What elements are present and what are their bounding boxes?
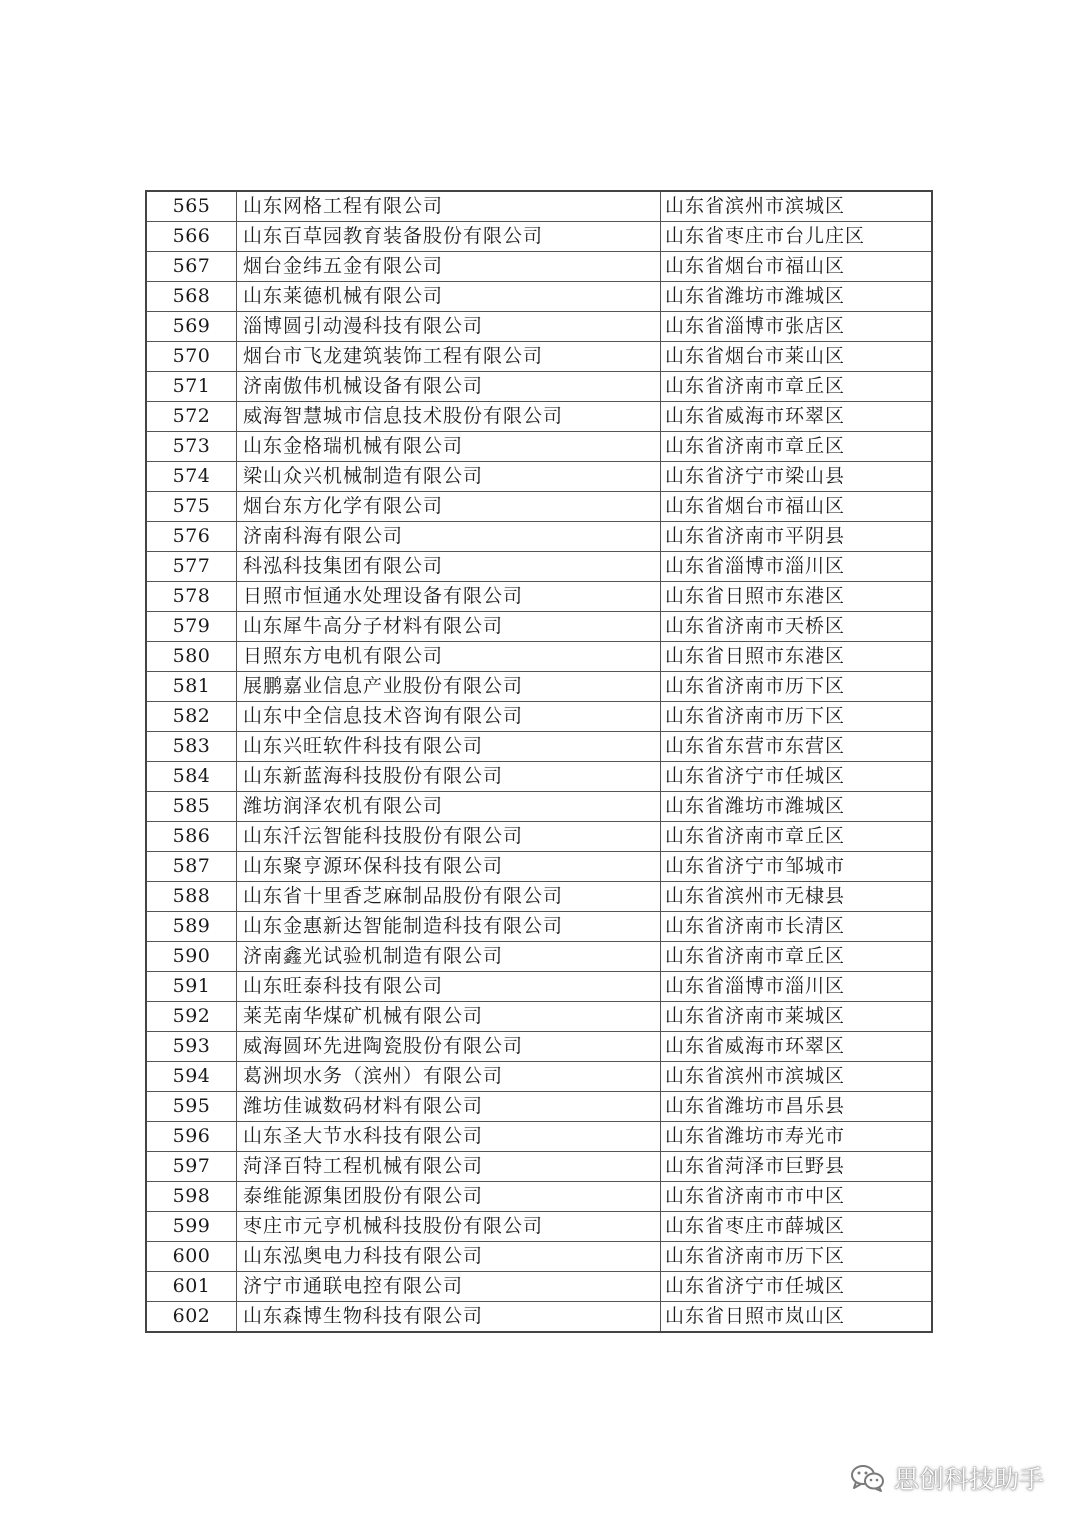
company-name: 葛洲坝水务（滨州）有限公司 bbox=[237, 1062, 661, 1092]
company-name: 济宁市通联电控有限公司 bbox=[237, 1272, 661, 1302]
table-row bbox=[146, 912, 932, 942]
company-name: 日照市恒通水处理设备有限公司 bbox=[237, 582, 661, 612]
row-number: 599 bbox=[146, 1212, 237, 1242]
company-name: 菏泽百特工程机械有限公司 bbox=[237, 1152, 661, 1182]
row-number: 596 bbox=[146, 1122, 237, 1152]
company-region: 山东省潍坊市昌乐县 bbox=[661, 1092, 933, 1122]
table-row bbox=[146, 702, 932, 732]
table-row bbox=[146, 342, 932, 372]
company-region: 山东省日照市岚山区 bbox=[661, 1302, 933, 1333]
company-table-body bbox=[146, 191, 932, 1332]
table-row bbox=[146, 612, 932, 642]
row-number: 566 bbox=[146, 222, 237, 252]
company-region: 山东省济南市章丘区 bbox=[661, 372, 933, 402]
row-number: 581 bbox=[146, 672, 237, 702]
row-number: 602 bbox=[146, 1302, 237, 1333]
company-name: 山东百草园教育装备股份有限公司 bbox=[237, 222, 661, 252]
table-row bbox=[146, 1032, 932, 1062]
company-region: 山东省济南市市中区 bbox=[661, 1182, 933, 1212]
table-row bbox=[146, 732, 932, 762]
company-name: 山东兴旺软件科技有限公司 bbox=[237, 732, 661, 762]
company-name: 山东旺泰科技有限公司 bbox=[237, 972, 661, 1002]
company-region: 山东省淄博市淄川区 bbox=[661, 552, 933, 582]
company-name: 山东森博生物科技有限公司 bbox=[237, 1302, 661, 1333]
row-number: 591 bbox=[146, 972, 237, 1002]
table-row bbox=[146, 942, 932, 972]
table-row bbox=[146, 191, 932, 222]
company-region: 山东省济南市历下区 bbox=[661, 1242, 933, 1272]
company-name: 山东中全信息技术咨询有限公司 bbox=[237, 702, 661, 732]
row-number: 600 bbox=[146, 1242, 237, 1272]
row-number: 568 bbox=[146, 282, 237, 312]
table-row bbox=[146, 792, 932, 822]
company-region: 山东省菏泽市巨野县 bbox=[661, 1152, 933, 1182]
company-region: 山东省枣庄市台儿庄区 bbox=[661, 222, 933, 252]
company-region: 山东省潍坊市潍城区 bbox=[661, 282, 933, 312]
company-name: 展鹏嘉业信息产业股份有限公司 bbox=[237, 672, 661, 702]
company-name: 济南傲伟机械设备有限公司 bbox=[237, 372, 661, 402]
company-name: 梁山众兴机械制造有限公司 bbox=[237, 462, 661, 492]
watermark bbox=[850, 1460, 1044, 1496]
company-region: 山东省济南市莱城区 bbox=[661, 1002, 933, 1032]
company-region: 山东省烟台市莱山区 bbox=[661, 342, 933, 372]
company-region: 山东省济南市章丘区 bbox=[661, 942, 933, 972]
company-region: 山东省淄博市淄川区 bbox=[661, 972, 933, 1002]
company-name: 山东新蓝海科技股份有限公司 bbox=[237, 762, 661, 792]
row-number: 580 bbox=[146, 642, 237, 672]
table-row bbox=[146, 462, 932, 492]
row-number: 570 bbox=[146, 342, 237, 372]
company-name: 枣庄市元亨机械科技股份有限公司 bbox=[237, 1212, 661, 1242]
table-row bbox=[146, 1182, 932, 1212]
company-name: 山东圣大节水科技有限公司 bbox=[237, 1122, 661, 1152]
table-row bbox=[146, 852, 932, 882]
company-region: 山东省潍坊市潍城区 bbox=[661, 792, 933, 822]
company-name: 山东聚亨源环保科技有限公司 bbox=[237, 852, 661, 882]
company-name: 山东汘沄智能科技股份有限公司 bbox=[237, 822, 661, 852]
table-row bbox=[146, 1152, 932, 1182]
company-region: 山东省滨州市滨城区 bbox=[661, 1062, 933, 1092]
row-number: 598 bbox=[146, 1182, 237, 1212]
company-region: 山东省济南市章丘区 bbox=[661, 432, 933, 462]
company-region: 山东省烟台市福山区 bbox=[661, 252, 933, 282]
company-region: 山东省枣庄市薛城区 bbox=[661, 1212, 933, 1242]
row-number: 565 bbox=[146, 191, 237, 222]
row-number: 575 bbox=[146, 492, 237, 522]
table-row bbox=[146, 1122, 932, 1152]
company-region: 山东省济南市章丘区 bbox=[661, 822, 933, 852]
company-name: 烟台市飞龙建筑装饰工程有限公司 bbox=[237, 342, 661, 372]
row-number: 592 bbox=[146, 1002, 237, 1032]
company-name: 山东金惠新达智能制造科技有限公司 bbox=[237, 912, 661, 942]
row-number: 576 bbox=[146, 522, 237, 552]
row-number: 587 bbox=[146, 852, 237, 882]
company-region: 山东省东营市东营区 bbox=[661, 732, 933, 762]
row-number: 582 bbox=[146, 702, 237, 732]
company-name: 山东泓奥电力科技有限公司 bbox=[237, 1242, 661, 1272]
row-number: 588 bbox=[146, 882, 237, 912]
company-name: 潍坊佳诚数码材料有限公司 bbox=[237, 1092, 661, 1122]
company-name: 山东网格工程有限公司 bbox=[237, 191, 661, 222]
company-name: 淄博圆引动漫科技有限公司 bbox=[237, 312, 661, 342]
watermark-text: 思创科技助手 bbox=[893, 1465, 1044, 1494]
company-name: 威海智慧城市信息技术股份有限公司 bbox=[237, 402, 661, 432]
table-row bbox=[146, 222, 932, 252]
row-number: 585 bbox=[146, 792, 237, 822]
company-region: 山东省济宁市梁山县 bbox=[661, 462, 933, 492]
table-row bbox=[146, 822, 932, 852]
company-name: 山东省十里香芝麻制品股份有限公司 bbox=[237, 882, 661, 912]
row-number: 590 bbox=[146, 942, 237, 972]
company-name: 泰维能源集团股份有限公司 bbox=[237, 1182, 661, 1212]
company-region: 山东省日照市东港区 bbox=[661, 642, 933, 672]
company-name: 潍坊润泽农机有限公司 bbox=[237, 792, 661, 822]
row-number: 595 bbox=[146, 1092, 237, 1122]
company-region: 山东省济南市历下区 bbox=[661, 672, 933, 702]
row-number: 594 bbox=[146, 1062, 237, 1092]
table-row bbox=[146, 432, 932, 462]
row-number: 571 bbox=[146, 372, 237, 402]
company-region: 山东省济宁市任城区 bbox=[661, 1272, 933, 1302]
table-row bbox=[146, 252, 932, 282]
table-row bbox=[146, 882, 932, 912]
company-name: 威海圆环先进陶瓷股份有限公司 bbox=[237, 1032, 661, 1062]
company-region: 山东省滨州市滨城区 bbox=[661, 191, 933, 222]
table-row bbox=[146, 1302, 932, 1333]
table-row bbox=[146, 372, 932, 402]
row-number: 578 bbox=[146, 582, 237, 612]
company-region: 山东省济宁市任城区 bbox=[661, 762, 933, 792]
table-row bbox=[146, 582, 932, 612]
row-number: 584 bbox=[146, 762, 237, 792]
company-region: 山东省烟台市福山区 bbox=[661, 492, 933, 522]
row-number: 583 bbox=[146, 732, 237, 762]
row-number: 573 bbox=[146, 432, 237, 462]
table-row bbox=[146, 522, 932, 552]
row-number: 572 bbox=[146, 402, 237, 432]
table-row bbox=[146, 642, 932, 672]
company-name: 烟台金纬五金有限公司 bbox=[237, 252, 661, 282]
company-region: 山东省济南市天桥区 bbox=[661, 612, 933, 642]
table-row bbox=[146, 762, 932, 792]
row-number: 586 bbox=[146, 822, 237, 852]
company-table bbox=[145, 190, 933, 1333]
company-name: 莱芜南华煤矿机械有限公司 bbox=[237, 1002, 661, 1032]
row-number: 601 bbox=[146, 1272, 237, 1302]
table-row bbox=[146, 312, 932, 342]
table-row bbox=[146, 672, 932, 702]
row-number: 574 bbox=[146, 462, 237, 492]
row-number: 569 bbox=[146, 312, 237, 342]
table-row bbox=[146, 1242, 932, 1272]
company-name: 烟台东方化学有限公司 bbox=[237, 492, 661, 522]
row-number: 579 bbox=[146, 612, 237, 642]
table-row bbox=[146, 282, 932, 312]
table-row bbox=[146, 1212, 932, 1242]
row-number: 593 bbox=[146, 1032, 237, 1062]
row-number: 567 bbox=[146, 252, 237, 282]
row-number: 597 bbox=[146, 1152, 237, 1182]
company-name: 济南鑫光试验机制造有限公司 bbox=[237, 942, 661, 972]
table-row bbox=[146, 1272, 932, 1302]
table-row bbox=[146, 552, 932, 582]
table-row bbox=[146, 1092, 932, 1122]
table-row bbox=[146, 492, 932, 522]
company-region: 山东省济南市平阴县 bbox=[661, 522, 933, 552]
table-row bbox=[146, 972, 932, 1002]
table-row bbox=[146, 402, 932, 432]
table-row bbox=[146, 1062, 932, 1092]
company-name: 科泓科技集团有限公司 bbox=[237, 552, 661, 582]
row-number: 577 bbox=[146, 552, 237, 582]
company-name: 日照东方电机有限公司 bbox=[237, 642, 661, 672]
wechat-icon bbox=[850, 1463, 886, 1493]
company-name: 山东犀牛高分子材料有限公司 bbox=[237, 612, 661, 642]
company-region: 山东省威海市环翠区 bbox=[661, 402, 933, 432]
company-region: 山东省日照市东港区 bbox=[661, 582, 933, 612]
company-region: 山东省济南市历下区 bbox=[661, 702, 933, 732]
company-region: 山东省威海市环翠区 bbox=[661, 1032, 933, 1062]
company-region: 山东省潍坊市寿光市 bbox=[661, 1122, 933, 1152]
company-name: 山东金格瑞机械有限公司 bbox=[237, 432, 661, 462]
company-region: 山东省滨州市无棣县 bbox=[661, 882, 933, 912]
company-region: 山东省淄博市张店区 bbox=[661, 312, 933, 342]
company-name: 济南科海有限公司 bbox=[237, 522, 661, 552]
company-region: 山东省济南市长清区 bbox=[661, 912, 933, 942]
company-region: 山东省济宁市邹城市 bbox=[661, 852, 933, 882]
company-name: 山东莱德机械有限公司 bbox=[237, 282, 661, 312]
table-row bbox=[146, 1002, 932, 1032]
row-number: 589 bbox=[146, 912, 237, 942]
